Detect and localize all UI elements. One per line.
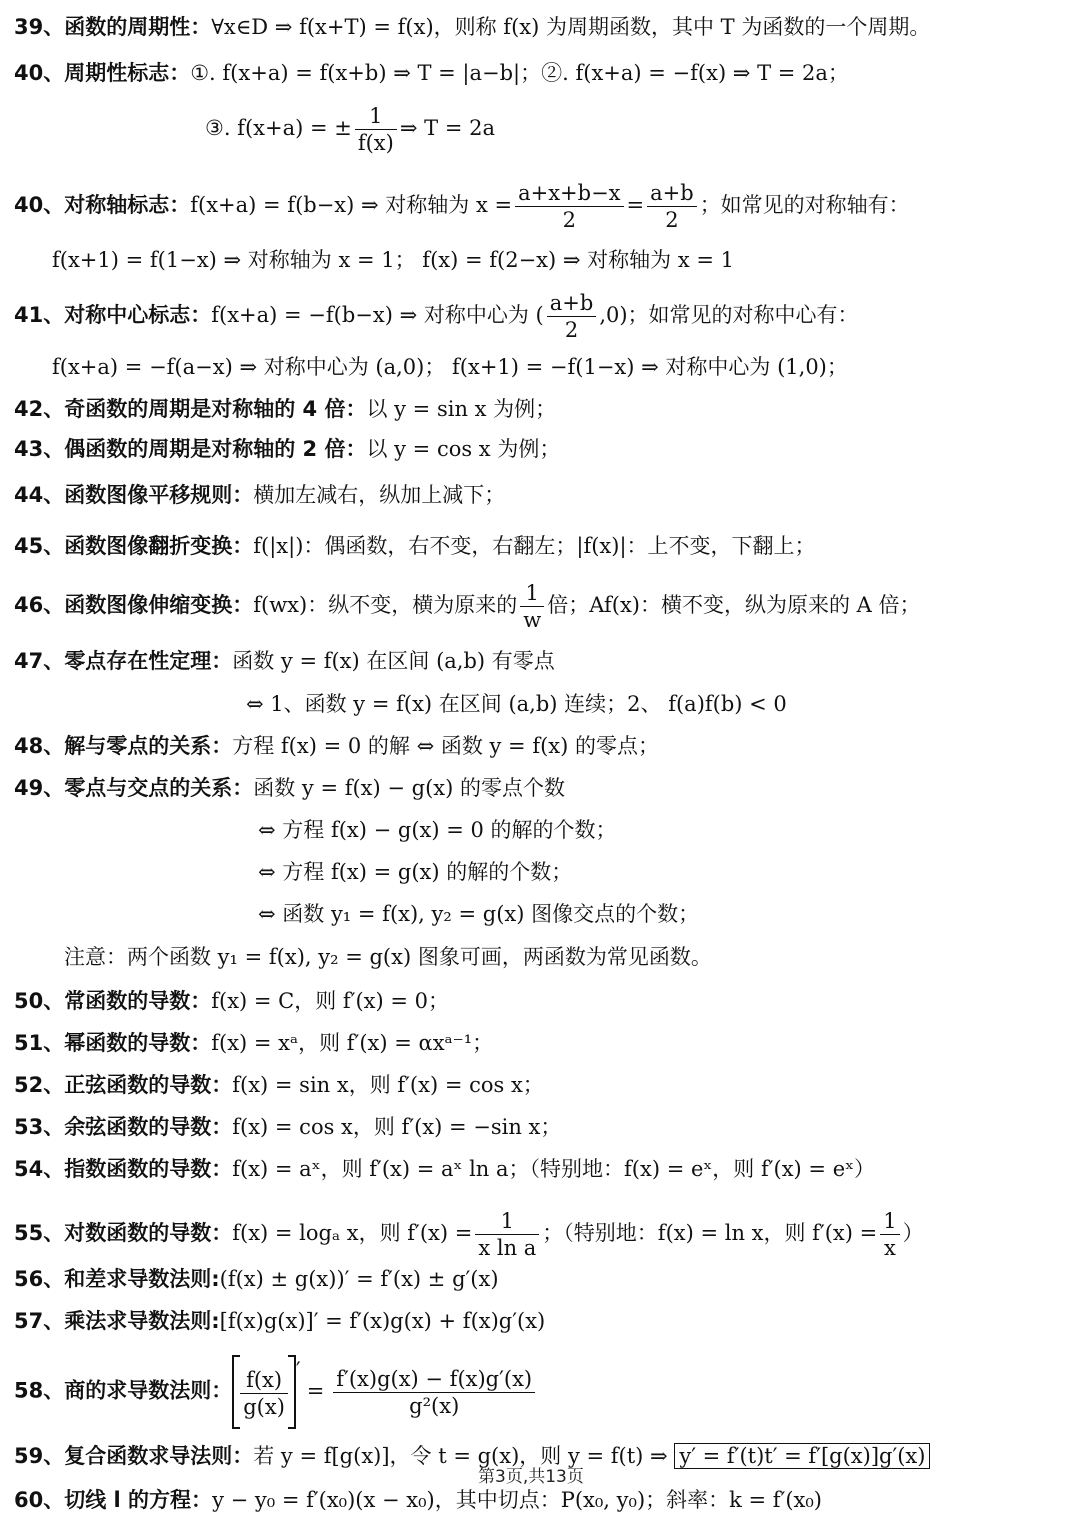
fraction [647,180,697,233]
item-body: ①. f(x+a) = f(x+b) ⇒ T = |a−b|；②. f(x+a) = −f(x) ⇒ T = 2a； [190,61,849,85]
fraction-denominator: 2 [562,208,576,232]
fraction [240,1367,288,1420]
fraction-denominator: g²(x) [409,1393,460,1418]
item-title: 周期性标志： [64,61,191,85]
item-56 [14,1264,499,1294]
item-body: 函数 y = f(x) 在区间 (a,b) 有零点 [232,649,555,673]
item-title: 零点存在性定理： [64,649,233,673]
item-number: 40、 [14,193,65,217]
item-number: 46、 [14,593,65,617]
item-number: 52、 [14,1073,65,1097]
item-body: f(x) = aˣ，则 f′(x) = aˣ ln a；（特别地：f(x) = eˣ，则 f′(x) = eˣ） [232,1157,876,1181]
item-58 [14,1355,538,1429]
item-title: 和差求导数法则: [64,1267,220,1291]
item-number: 42、 [14,397,65,421]
item-number: 56、 [14,1267,65,1291]
item-title: 零点与交点的关系： [64,776,254,800]
fraction [355,103,397,156]
fraction-numerator: 1 [475,1208,539,1235]
fraction [880,1208,899,1261]
item-title: 函数的周期性： [64,15,212,39]
item-body: 以 y = sin x 为例； [366,397,557,421]
formula-text: ；（特别地：f(x) = ln x，则 f′(x) = [542,1221,878,1245]
item-39 [14,12,930,42]
item-number: 49、 [14,776,65,800]
item-number: 58、 [14,1378,65,1403]
item-body: f(x+a) = −f(a−x) ⇒ 对称中心为 (a,0)； f(x+1) = −f(1−x) ⇒ 对称中心为 (1,0)； [52,355,848,379]
item-49-equiv-3 [258,899,699,929]
item-46 [14,580,921,633]
prime-mark: ′ [295,1358,301,1382]
item-49 [14,773,565,803]
item-body: 函数 y = f(x) − g(x) 的零点个数 [253,776,566,800]
note [64,942,712,972]
item-body: 方程 f(x) = 0 的解 ⇔ 函数 y = f(x) 的零点； [232,734,660,758]
item-body: 横加左减右，纵加上减下； [253,483,506,507]
item-title: 复合函数求导法则： [64,1444,254,1468]
item-title: 对数函数的导数： [64,1221,233,1245]
fraction-numerator: a+b [547,290,597,317]
item-title: 对称轴标志： [64,193,191,217]
note-text: 注意：两个函数 y₁ = f(x), y₂ = g(x) 图象可画，两函数为常见函数。 [64,945,712,969]
fraction-denominator: x ln a [478,1236,537,1260]
item-number: 45、 [14,534,65,558]
fraction-numerator: 1 [355,103,397,130]
fraction-numerator: f(x) [240,1367,288,1394]
item-body: f(x) = xᵃ，则 f′(x) = αxᵃ⁻¹； [211,1031,494,1055]
item-40-periodicity [14,58,849,88]
item-title: 正弦函数的导数： [64,1073,233,1097]
item-title: 函数图像翻折变换： [64,534,254,558]
item-number: 57、 [14,1309,65,1333]
item-body: (f(x) ± g(x))′ = f′(x) ± g′(x) [219,1267,499,1291]
item-title: 偶函数的周期是对称轴的 2 倍： [64,437,367,461]
item-number: 41、 [14,303,65,327]
formula-text: ⇒ T = 2a [399,116,495,140]
formula-text: 倍；Af(x)：横不变，纵为原来的 A 倍； [547,593,921,617]
item-title: 函数图像伸缩变换： [64,593,254,617]
item-40-symmetry-axis-examples [52,245,734,275]
fraction-denominator: w [523,608,542,632]
item-body: ⇔ 方程 f(x) = g(x) 的解的个数； [258,860,573,884]
item-48 [14,731,659,761]
item-title: 对称中心标志： [64,303,212,327]
fraction [520,580,544,633]
item-body: f(x+1) = f(1−x) ⇒ 对称轴为 x = 1； f(x) = f(2−x) ⇒ 对称轴为 x = 1 [52,248,734,272]
item-44 [14,480,505,510]
item-47 [14,646,555,676]
item-number: 40、 [14,61,65,85]
item-body: f(x) = C，则 f′(x) = 0； [211,989,450,1013]
item-55 [14,1208,924,1261]
fraction-denominator: f(x) [357,131,394,155]
item-number: 55、 [14,1221,65,1245]
fraction-denominator: g(x) [243,1395,285,1419]
item-number: 43、 [14,437,65,461]
item-body: f(|x|)：偶函数，右不变，右翻左；|f(x)|：上不变，下翻上； [253,534,816,558]
item-number: 44、 [14,483,65,507]
item-body: 若 y = f[g(x)]，令 t = g(x)，则 y = f(t) ⇒ [253,1444,668,1468]
item-number: 53、 [14,1115,65,1139]
item-body: ⇔ 函数 y₁ = f(x), y₂ = g(x) 图像交点的个数； [258,902,700,926]
item-title: 切线 l 的方程： [64,1488,213,1512]
bracket [232,1355,296,1429]
item-43 [14,434,560,464]
item-41-examples [52,352,848,382]
item-47-condition [246,689,787,719]
item-59 [14,1441,930,1471]
fraction-numerator: 1 [880,1208,899,1235]
fraction-numerator: 1 [520,580,544,607]
item-body: f(x) = sin x，则 f′(x) = cos x； [232,1073,544,1097]
formula-text: f(x+a) = −f(b−x) ⇒ 对称中心为 ( [211,303,544,327]
equals-sign: = [306,1378,325,1403]
formula-text: f(x+a) = f(b−x) ⇒ 对称轴为 x = [190,193,513,217]
fraction-denominator: 2 [564,318,579,342]
item-body: ⇔ 方程 f(x) − g(x) = 0 的解的个数； [258,818,617,842]
item-title: 常函数的导数： [64,989,212,1013]
item-body: f(x) = cos x，则 f′(x) = −sin x； [232,1115,562,1139]
fraction-numerator: a+x+b−x [515,180,623,207]
fraction-denominator: 2 [665,208,679,232]
item-body: ∀x∈D ⇒ f(x+T) = f(x)，则称 f(x) 为周期函数，其中 T 为函数的一个周期。 [211,15,931,39]
item-49-equiv-1 [258,815,617,845]
item-number: 59、 [14,1444,65,1468]
item-57 [14,1306,545,1336]
item-41 [14,290,859,343]
item-title: 函数图像平移规则： [64,483,254,507]
item-49-equiv-2 [258,857,572,887]
item-40-symmetry-axis [14,180,910,233]
item-title: 解与零点的关系： [64,734,233,758]
fraction [515,180,623,233]
boxed-formula: y′ = f′(t)t′ = f′[g(x)]g′(x) [674,1443,930,1469]
page-footer: 第3页,共13页 [478,1467,584,1487]
item-title: 幂函数的导数： [64,1031,212,1055]
item-body: y − y₀ = f′(x₀)(x − x₀)，其中切点：P(x₀, y₀)；斜率：k = f′(x₀) [212,1488,822,1512]
fraction-numerator: f′(x)g(x) − f(x)g′(x) [333,1366,535,1393]
item-54 [14,1154,875,1184]
item-number: 48、 [14,734,65,758]
fraction [333,1366,535,1419]
item-45 [14,531,816,561]
fraction [547,290,597,343]
item-body: [f(x)g(x)]′ = f′(x)g(x) + f(x)g′(x) [219,1309,546,1333]
item-number: 54、 [14,1157,65,1181]
formula-text: ,0)；如常见的对称中心有： [599,303,859,327]
item-title: 奇函数的周期是对称轴的 4 倍： [64,397,367,421]
item-title: 商的求导数法则： [64,1378,233,1403]
item-60 [14,1485,822,1515]
item-body: 以 y = cos x 为例； [366,437,561,461]
formula-text: ） [902,1221,924,1245]
formula-text: f(x) = logₐ x，则 f′(x) = [232,1221,473,1245]
item-51 [14,1028,493,1058]
item-number: 60、 [14,1488,65,1512]
item-body: ⇔ 1、函数 y = f(x) 在区间 (a,b) 连续；2、 f(a)f(b) < 0 [246,692,787,716]
item-40-periodicity-case3 [205,103,495,156]
item-title: 乘法求导数法则: [64,1309,220,1333]
item-number: 47、 [14,649,65,673]
item-number: 51、 [14,1031,65,1055]
formula-text: f(wx)：纵不变，横为原来的 [253,593,518,617]
fraction [475,1208,539,1261]
item-42 [14,394,556,424]
equals-sign: = [626,193,645,217]
item-52 [14,1070,544,1100]
fraction-numerator: a+b [647,180,697,207]
item-53 [14,1112,561,1142]
formula-text: ；如常见的对称轴有： [699,193,910,217]
fraction-denominator: x [884,1236,896,1260]
item-number: 50、 [14,989,65,1013]
item-number: 39、 [14,15,65,39]
item-title: 余弦函数的导数： [64,1115,233,1139]
item-50 [14,986,449,1016]
item-title: 指数函数的导数： [64,1157,233,1181]
formula-text: ③. f(x+a) = ± [205,116,352,140]
